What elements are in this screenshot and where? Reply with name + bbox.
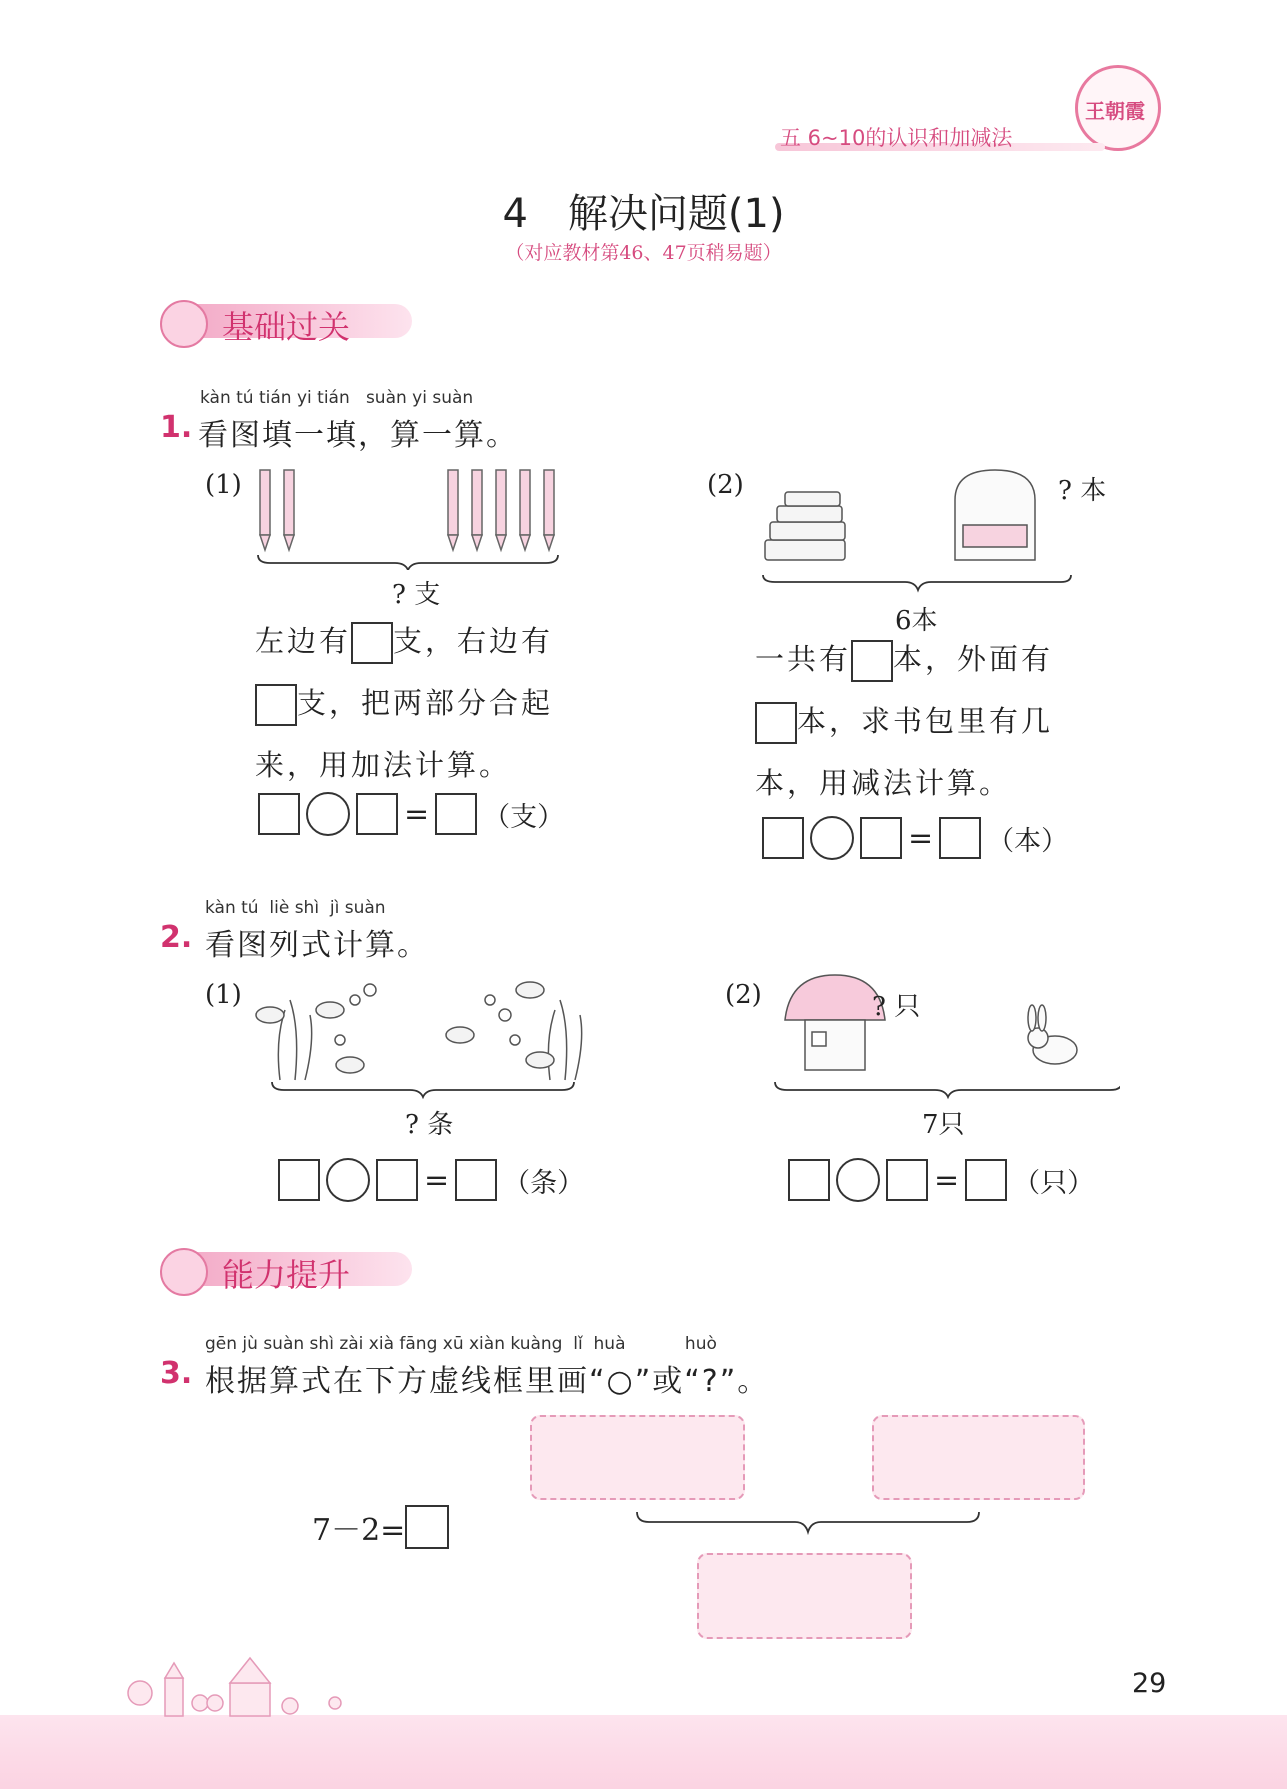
town-decoration-icon (120, 1648, 400, 1718)
operator-circle[interactable] (836, 1158, 880, 1202)
q2-part1-total: ? 条 (405, 1110, 454, 1140)
drawing-box-left[interactable] (530, 1415, 745, 1500)
page-number: 29 (1132, 1668, 1167, 1699)
equation-box[interactable] (860, 817, 902, 859)
drawing-box-right[interactable] (872, 1415, 1085, 1500)
answer-box[interactable] (755, 702, 797, 744)
books-backpack-illustration (755, 460, 1075, 595)
equation-box[interactable] (356, 793, 398, 835)
equation-box[interactable] (376, 1159, 418, 1201)
q2-part2-total: 7只 (922, 1110, 965, 1140)
q1-part2-label: (2) (707, 470, 744, 500)
answer-box[interactable] (255, 684, 297, 726)
q1-part1-equation: = （支） (258, 792, 564, 836)
chapter-header: 五 6~10的认识和加减法 (780, 126, 1013, 150)
q3-text: 根据算式在下方虚线框里画“○”或“?”。 (205, 1364, 770, 1399)
drawing-box-bottom[interactable] (697, 1553, 912, 1639)
answer-box[interactable] (351, 622, 393, 664)
q1-part2-total: 6本 (895, 606, 938, 636)
q3-pinyin: gēn jù suàn shì zài xià fāng xū xiàn kuàng lǐ huà huò (205, 1334, 717, 1354)
result-box[interactable] (455, 1159, 497, 1201)
footer-band (0, 1715, 1287, 1789)
q1-part1-label: (1) (205, 470, 242, 500)
pencils-illustration (250, 460, 570, 570)
q1-number: 1. (160, 410, 193, 445)
q3-number: 3. (160, 1356, 193, 1391)
equation-box[interactable] (886, 1159, 928, 1201)
girl-icon (160, 300, 208, 348)
lesson-title: 4 解决问题(1) (502, 191, 785, 237)
q2-part2-label: (2) (725, 980, 762, 1010)
operator-circle[interactable] (810, 816, 854, 860)
q2-part1-label: (1) (205, 980, 242, 1010)
q3-equation: 7－2= (312, 1505, 449, 1549)
q1-part2-equation: = （本） (762, 816, 1068, 860)
owl-icon (160, 1248, 208, 1296)
equation-box[interactable] (762, 817, 804, 859)
answer-box[interactable] (851, 640, 893, 682)
q1-part2-top-label: ? 本 (1058, 476, 1107, 506)
lesson-subtitle: （对应教材第46、47页稍易题） (505, 242, 782, 264)
result-box[interactable] (405, 1505, 449, 1549)
q1-part1-total: ? 支 (392, 580, 441, 610)
q2-part2-equation: = （只） (788, 1158, 1094, 1202)
result-box[interactable] (965, 1159, 1007, 1201)
logo-text: 王朝霞 (1085, 99, 1145, 123)
fish-illustration (250, 970, 600, 1100)
operator-circle[interactable] (326, 1158, 370, 1202)
q1-text: 看图填一填，算一算。 (198, 418, 518, 453)
q2-part2-top-label: ? 只 (872, 992, 921, 1022)
q2-pinyin: kàn tú liè shì jì suàn (205, 898, 386, 918)
equation-box[interactable] (258, 793, 300, 835)
result-box[interactable] (939, 817, 981, 859)
brace-q3 (635, 1510, 985, 1540)
section-advanced-label: 能力提升 (222, 1256, 351, 1294)
q2-part1-equation: = （条） (278, 1158, 584, 1202)
q1-part1-text: 左边有 支，右边有 支，把两部分合起 来，用加法计算。 (255, 624, 554, 782)
q2-text: 看图列式计算。 (205, 928, 429, 963)
section-advanced (160, 1248, 420, 1292)
section-basic (160, 300, 420, 344)
q1-part2-text: 一共有 本，外面有 本，求书包里有几 本，用减法计算。 (755, 642, 1054, 800)
operator-circle[interactable] (306, 792, 350, 836)
q2-number: 2. (160, 920, 193, 955)
section-basic-label: 基础过关 (222, 308, 351, 346)
result-box[interactable] (435, 793, 477, 835)
equation-box[interactable] (278, 1159, 320, 1201)
q1-pinyin: kàn tú tián yi tián suàn yi suàn (200, 388, 474, 408)
mushroom-rabbit-illustration (770, 970, 1120, 1100)
equation-box[interactable] (788, 1159, 830, 1201)
